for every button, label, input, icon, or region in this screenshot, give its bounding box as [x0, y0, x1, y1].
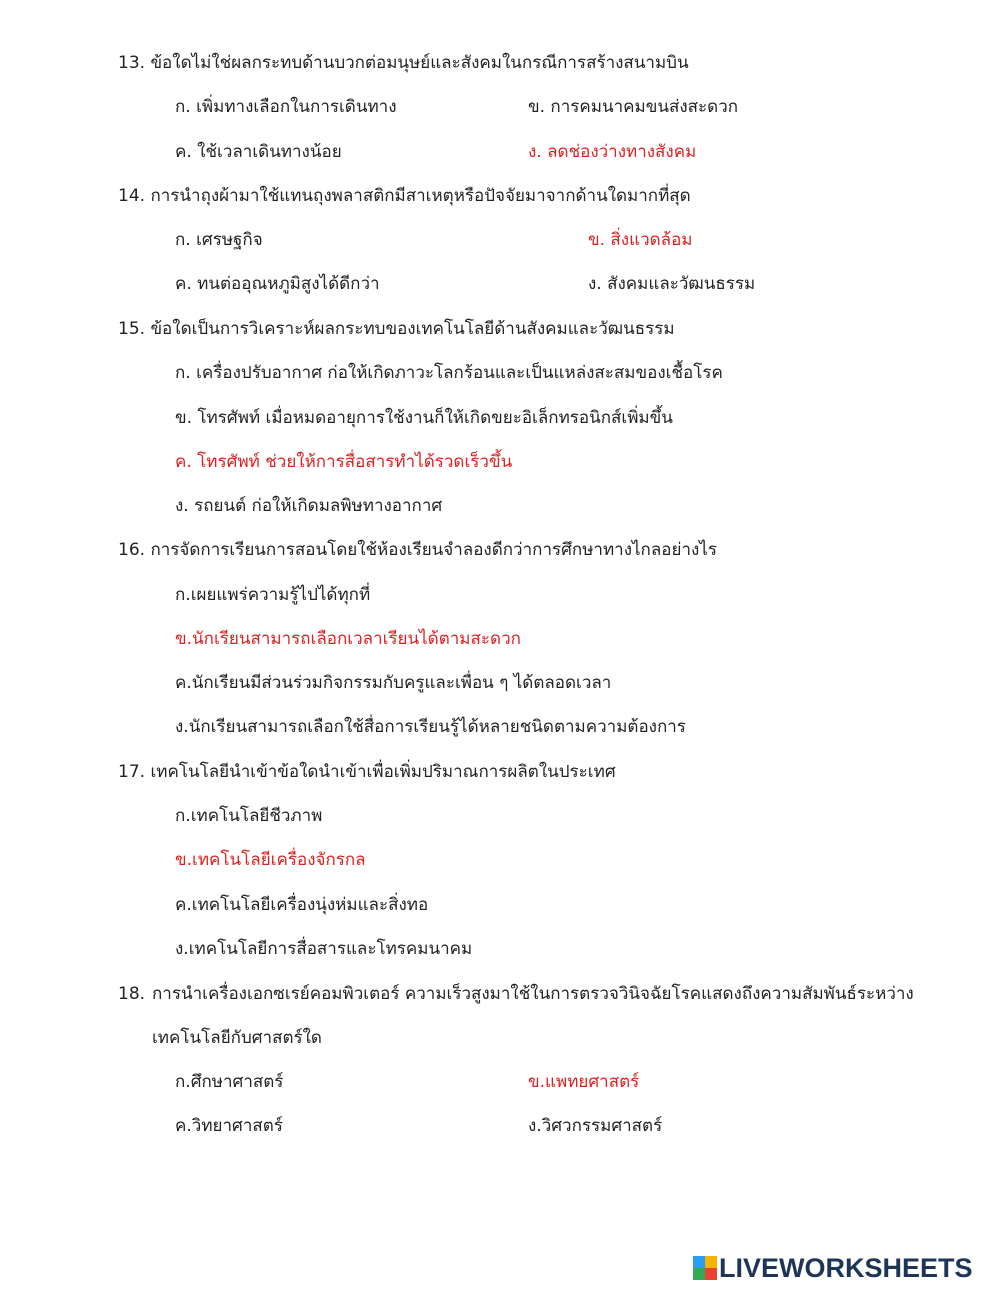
question-15-option-a: ก. เครื่องปรับอากาศ ก่อให้เกิดภาวะโลกร้อนและเป็นแหล่งสะสมของเชื้อโรค — [175, 363, 723, 383]
question-18-number: 18. — [118, 984, 146, 1004]
question-13-stem: 13. ข้อใดไม่ใช่ผลกระทบด้านบวกต่อมนุษย์และสังคมในกรณีการสร้างสนามบิน — [118, 53, 689, 73]
question-17-option-b-answer: ข.เทคโนโลยีเครื่องจักรกล — [175, 850, 366, 870]
question-15-option-b: ข. โทรศัพท์ เมื่อหมดอายุการใช้งานก็ให้เกิดขยะอิเล็กทรอนิกส์เพิ่มขึ้น — [175, 408, 673, 428]
question-16-option-d: ง.นักเรียนสามารถเลือกใช้สื่อการเรียนรู้ได้หลายชนิดตามความต้องการ — [175, 717, 686, 737]
question-14-option-a: ก. เศรษฐกิจ — [175, 230, 263, 250]
question-17-option-d: ง.เทคโนโลยีการสื่อสารและโทรคมนาคม — [175, 939, 473, 959]
question-18-option-d: ง.วิศวกรรมศาสตร์ — [528, 1116, 663, 1136]
question-13-option-b: ข. การคมนาคมขนส่งสะดวก — [528, 97, 739, 117]
question-14-option-d: ง. สังคมและวัฒนธรรม — [588, 274, 756, 294]
question-16-option-c: ค.นักเรียนมีส่วนร่วมกิจกรรมกับครูและเพื่อน ๆ ได้ตลอดเวลา — [175, 673, 612, 693]
question-18-option-c: ค.วิทยาศาสตร์ — [175, 1116, 283, 1136]
question-14-option-c: ค. ทนต่ออุณหภูมิสูงได้ดีกว่า — [175, 274, 380, 294]
question-18-stem-line-2: เทคโนโลยีกับศาสตร์ใด — [152, 1028, 322, 1048]
question-17-stem: 17. เทคโนโลยีนำเข้าข้อใดนำเข้าเพื่อเพิ่มปริมาณการผลิตในประเทศ — [118, 762, 616, 782]
question-13-option-a: ก. เพิ่มทางเลือกในการเดินทาง — [175, 97, 397, 117]
question-17-option-c: ค.เทคโนโลยีเครื่องนุ่งห่มและสิ่งทอ — [175, 895, 429, 915]
liveworksheets-logo-icon — [693, 1256, 717, 1280]
question-14-option-b-answer: ข. สิ่งแวดล้อม — [588, 230, 693, 250]
question-13-option-d-answer: ง. ลดช่องว่างทางสังคม — [528, 142, 697, 162]
question-15-option-c-answer: ค. โทรศัพท์ ช่วยให้การสื่อสารทำได้รวดเร็วขึ้น — [175, 452, 513, 472]
question-18-option-b-answer: ข.แพทยศาสตร์ — [528, 1072, 640, 1092]
question-16-option-a: ก.เผยแพร่ความรู้ไปได้ทุกที่ — [175, 585, 371, 605]
liveworksheets-logo — [693, 1253, 973, 1283]
question-18-stem-line-1: การนำเครื่องเอกซเรย์คอมพิวเตอร์ ความเร็วสูงมาใช้ในการตรวจวินิจฉัยโรคแสดงถึงความสัมพันธ์ระหว่าง — [152, 984, 914, 1004]
question-18-option-a: ก.ศึกษาศาสตร์ — [175, 1072, 284, 1092]
question-13-option-c: ค. ใช้เวลาเดินทางน้อย — [175, 142, 342, 162]
question-17-option-a: ก.เทคโนโลยีชีวภาพ — [175, 806, 323, 826]
question-16-stem: 16. การจัดการเรียนการสอนโดยใช้ห้องเรียนจำลองดีกว่าการศึกษาทางไกลอย่างไร — [118, 540, 717, 560]
liveworksheets-wordmark: LIVEWORKSHEETS — [719, 1252, 973, 1283]
question-16-option-b-answer: ข.นักเรียนสามารถเลือกเวลาเรียนได้ตามสะดวก — [175, 629, 521, 649]
question-15-stem: 15. ข้อใดเป็นการวิเคราะห์ผลกระทบของเทคโนโลยีด้านสังคมและวัฒนธรรม — [118, 319, 675, 339]
question-15-option-d: ง. รถยนต์ ก่อให้เกิดมลพิษทางอากาศ — [175, 496, 443, 516]
question-14-stem: 14. การนำถุงผ้ามาใช้แทนถุงพลาสติกมีสาเหตุหรือปัจจัยมาจากด้านใดมากที่สุด — [118, 186, 691, 206]
